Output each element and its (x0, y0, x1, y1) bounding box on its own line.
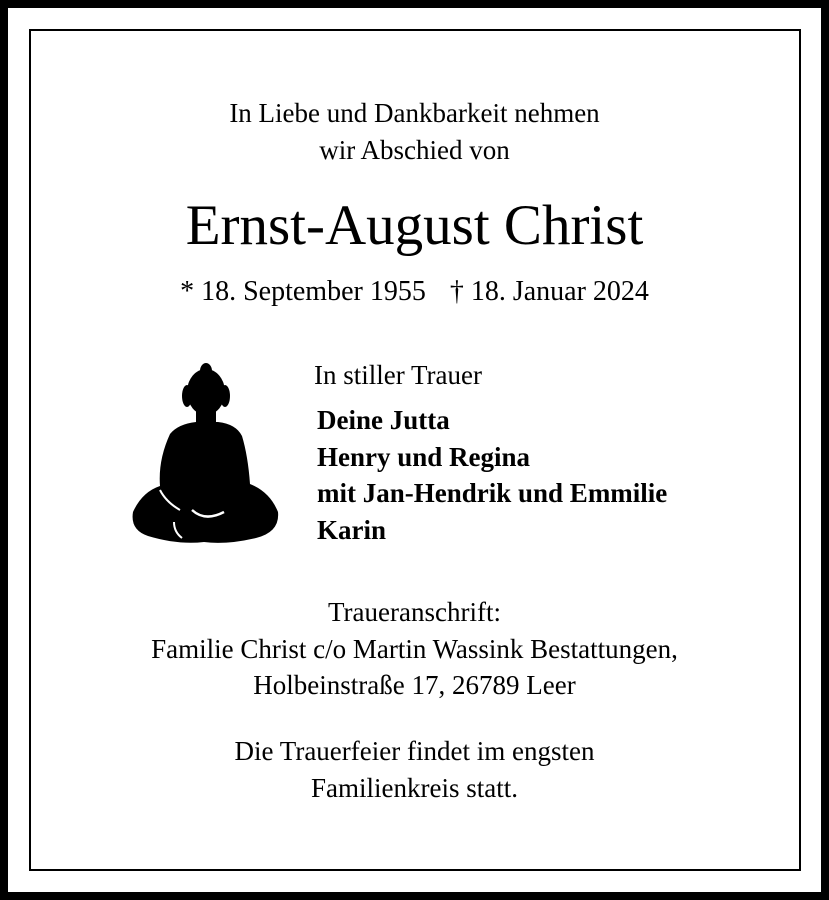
ceremony-line: Familienkreis statt. (311, 772, 518, 803)
mourner: Henry und Regina (317, 441, 531, 472)
buddha-silhouette-icon (130, 360, 280, 545)
address-label: Traueranschrift: (328, 597, 501, 627)
mourning-address (0, 594, 829, 704)
mourner: Karin (317, 514, 387, 545)
ceremony-note (0, 733, 829, 806)
mourners-list (317, 402, 667, 548)
mourner: Deine Jutta (317, 405, 450, 435)
mourning-intro: In stiller Trauer (314, 360, 482, 390)
death-date: † 18. Januar 2024 (449, 276, 649, 307)
intro-text (0, 95, 829, 169)
life-dates (0, 274, 829, 310)
intro-line: wir Abschied von (319, 135, 510, 165)
deceased-name: Ernst-August Christ (185, 194, 644, 257)
address-line: Familie Christ c/o Martin Wassink Bestattungen, (151, 633, 678, 664)
ceremony-line: Die Trauerfeier findet im engsten (234, 736, 595, 766)
mourner: mit Jan-Hendrik und Emmilie (317, 478, 668, 508)
intro-line: In Liebe und Dankbarkeit nehmen (229, 98, 600, 128)
address-line: Holbeinstraße 17, 26789 Leer (253, 670, 576, 700)
birth-date: * 18. September 1955 (180, 276, 426, 307)
